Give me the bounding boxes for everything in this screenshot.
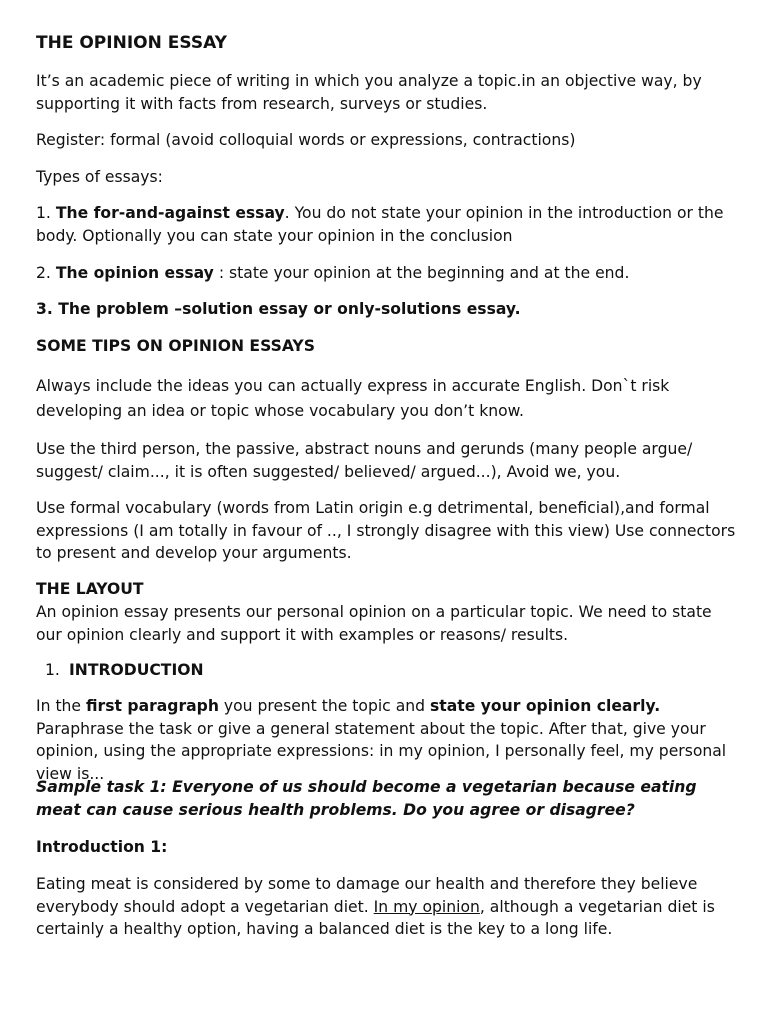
essay-type-1-name: The for-and-against essay	[55, 204, 285, 222]
first-para-bold-1: first paragraph	[86, 697, 219, 715]
sample-task: Sample task 1: Everyone of us should become a vegetarian because eating meat can cause serious health problems. Do you agree or disagree?	[36, 778, 697, 819]
first-para-text-3: Paraphrase the task or give a general statement about the topic. After that, give your opinion, using the appropriate expressions: in my opinion, I personally feel, my personal view is...	[36, 719, 727, 783]
tip-paragraph-1: Always include the ideas you can actually express in accurate English. Don`t risk developing an idea or topic whose vocabulary you don’t know.	[36, 377, 670, 420]
introduction-1-paragraph	[36, 873, 736, 941]
essay-type-1-description: . You do not state your opinion in the introduction or the body. Optionally you can state your opinion in the conclusion	[36, 204, 724, 245]
introduction-1-heading	[36, 836, 736, 859]
intro-paragraph: It’s an academic piece of writing in which you analyze a topic.in an objective way, by supporting it with facts from research, surveys or studies.	[36, 72, 702, 113]
tips-heading	[36, 335, 736, 358]
layout-heading	[36, 578, 736, 601]
introduction-list-label: INTRODUCTION	[69, 661, 204, 679]
essay-type-2	[36, 262, 736, 285]
essay-type-3	[36, 298, 736, 321]
first-paragraph-instructions	[36, 695, 736, 785]
essay-type-3-text: 3. The problem –solution essay or only-solutions essay.	[36, 300, 521, 318]
layout-heading-text: THE LAYOUT	[36, 580, 144, 598]
first-para-text-2: you present the topic and	[218, 697, 431, 715]
essay-type-2-number: 2.	[36, 264, 56, 282]
intro1-text-2: , although a vegetarian diet is certainly a healthy option, having a balanced diet is the key to a long life.	[36, 897, 715, 938]
intro1-underlined-phrase: In my opinion	[373, 897, 480, 916]
introduction-list-number: 1.	[45, 661, 60, 679]
document-title: THE OPINION ESSAY	[36, 33, 227, 53]
types-heading: Types of essays:	[36, 168, 163, 186]
essay-type-2-name: The opinion essay	[55, 264, 214, 282]
first-para-bold-2: state your opinion clearly.	[430, 697, 661, 715]
introduction-1-heading-text: Introduction 1:	[36, 838, 168, 856]
first-para-text-1: In the	[36, 697, 86, 715]
introduction-list-item	[36, 659, 736, 682]
layout-paragraph: An opinion essay presents our personal opinion on a particular topic. We need to state our opinion clearly and support it with examples or reasons/ results.	[36, 603, 712, 644]
essay-type-1-number: 1.	[36, 204, 56, 222]
tip-paragraph-2: Use the third person, the passive, abstract nouns and gerunds (many people argue/ suggest/ claim..., it is often suggested/ believed/ argued...), Avoid we, you.	[36, 440, 693, 481]
tips-heading-text: SOME TIPS ON OPINION ESSAYS	[36, 337, 315, 355]
essay-type-1	[36, 202, 736, 247]
essay-type-2-description: : state your opinion at the beginning and at the end.	[213, 264, 630, 282]
register-line: Register: formal (avoid colloquial words or expressions, contractions)	[36, 131, 576, 149]
tip-paragraph-3: Use formal vocabulary (words from Latin origin e.g detrimental, beneficial),and formal expressions (I am totally in favour of .., I strongly disagree with this view) Use connectors to present and develop your arguments.	[36, 499, 736, 562]
intro1-text-1: Eating meat is considered by some to damage our health and therefore they believe everybody should adopt a vegetarian diet.	[36, 875, 698, 916]
